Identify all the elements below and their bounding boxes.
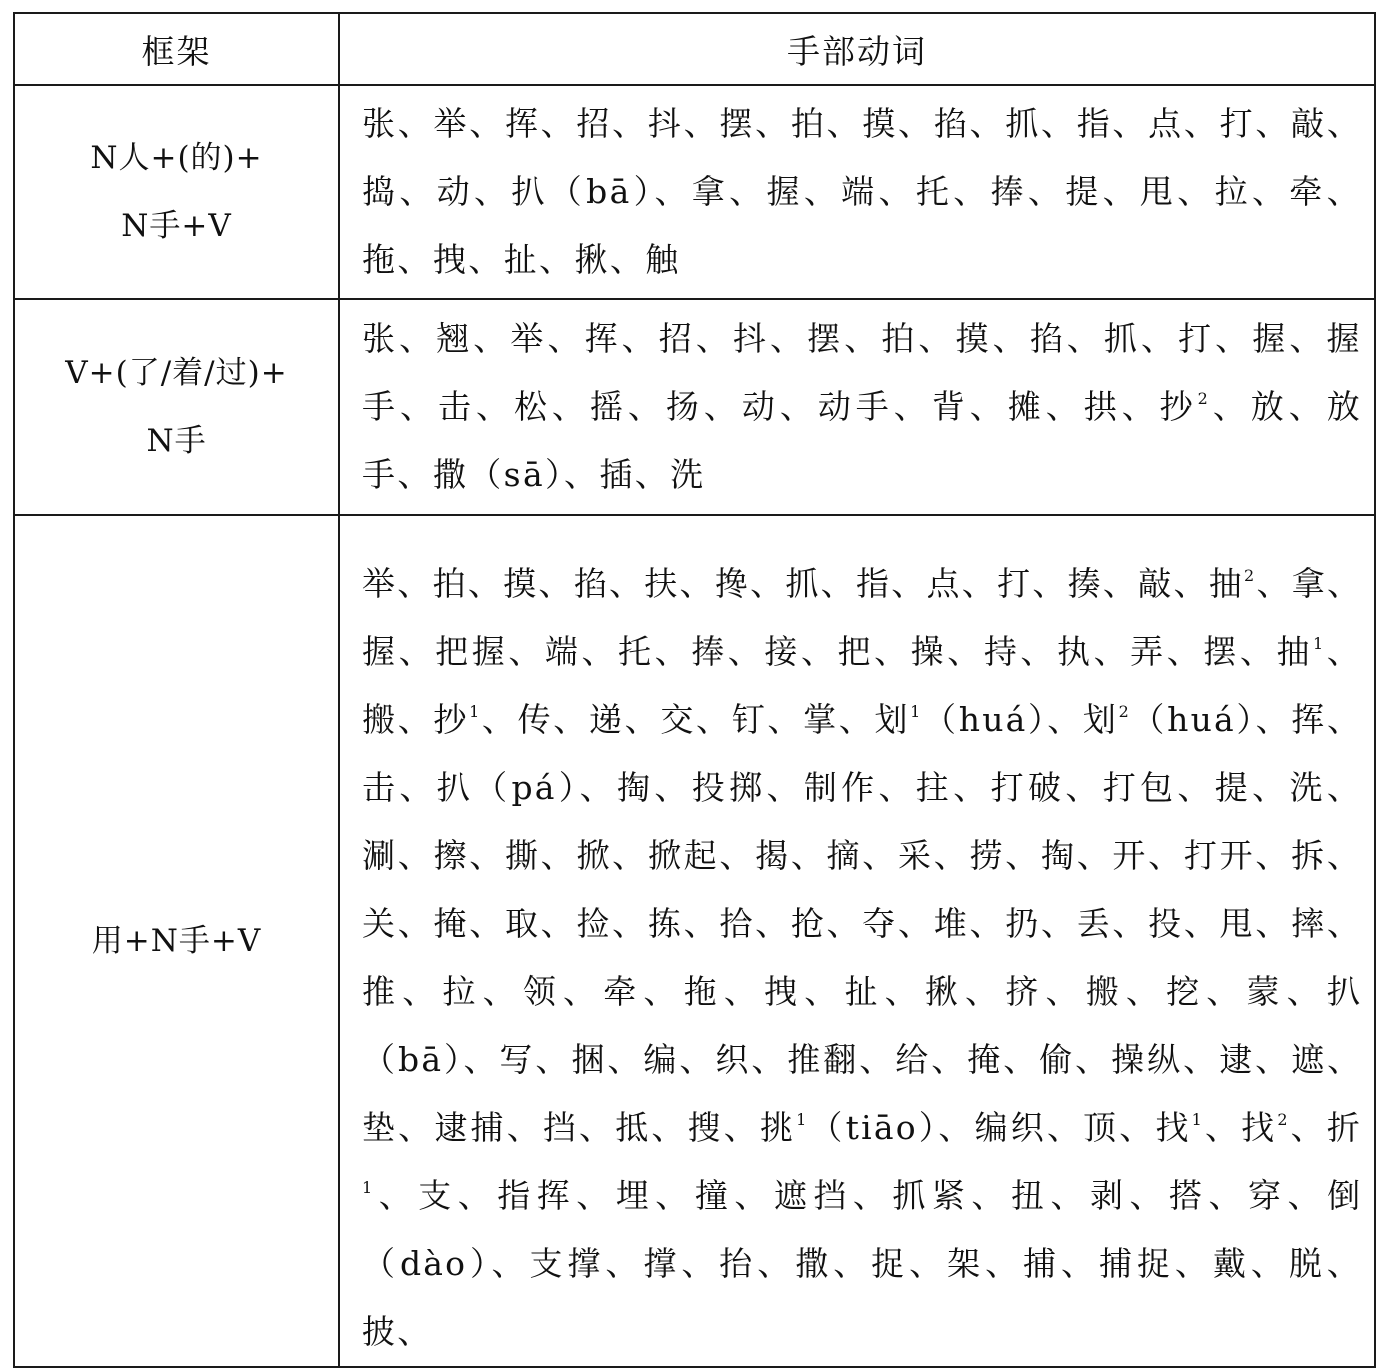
frame-cell xyxy=(14,515,339,1367)
frame-line: V+(了/着/过)+ xyxy=(65,355,288,391)
verbs-cell: 张、举、挥、招、抖、摆、拍、摸、掐、抓、指、点、打、敲、捣、动、扒（bā）、拿、握、端、托、捧、提、甩、拉、牵、拖、拽、扯、揪、触 xyxy=(339,85,1375,299)
frame-line: N人+(的)+ xyxy=(90,140,263,176)
table-header-row xyxy=(14,13,1375,85)
table-row xyxy=(14,515,1375,1367)
table-row xyxy=(14,85,1375,299)
frame-line: N手+V xyxy=(121,208,232,244)
header-hand-verbs: 手部动词 xyxy=(339,13,1375,85)
frame-cell xyxy=(14,85,339,299)
frame-line: N手 xyxy=(146,423,207,459)
header-frame: 框架 xyxy=(14,13,339,85)
table-row xyxy=(14,299,1375,515)
frame-line: 用+N手+V xyxy=(91,923,262,959)
verbs-cell: 张、翘、举、挥、招、抖、摆、拍、摸、掐、抓、打、握、握手、击、松、摇、扬、动、动手、背、摊、拱、抄$^2$、放、放手、撒（sā）、插、洗 xyxy=(339,299,1375,515)
hand-verb-table xyxy=(13,12,1376,1368)
frame-cell xyxy=(14,299,339,515)
verbs-cell: 举、拍、摸、掐、扶、搀、抓、指、点、打、揍、敲、抽$^2$、拿、握、把握、端、托、捧、接、把、操、持、执、弄、摆、抽$^1$、搬、抄$^1$、传、递、交、钉、掌、划$^1$（huá）、划$^2$（huá）、挥、击、扒（pá）、掏、投掷、制作、拄、打破、打包、提、洗、涮、擦、撕、掀、掀起、揭、摘、采、捞、掏、开、打开、拆、关、掩、取、捡、拣、拾、抢、夺、堆、扔、丢、投、甩、摔、推、拉、领、牵、拖、拽、扯、揪、挤、搬、挖、蒙、扒（bā）、写、捆、编、织、推翻、给、掩、偷、操纵、逮、遮、垫、逮捕、挡、抵、搜、挑$^1$（tiāo）、编织、顶、找$^1$、找$^2$、折$^1$、支、指挥、埋、撞、遮挡、抓紧、扭、剥、搭、穿、倒（dào）、支撑、撑、抬、撒、捉、架、捕、捕捉、戴、脱、披、 xyxy=(339,515,1375,1367)
